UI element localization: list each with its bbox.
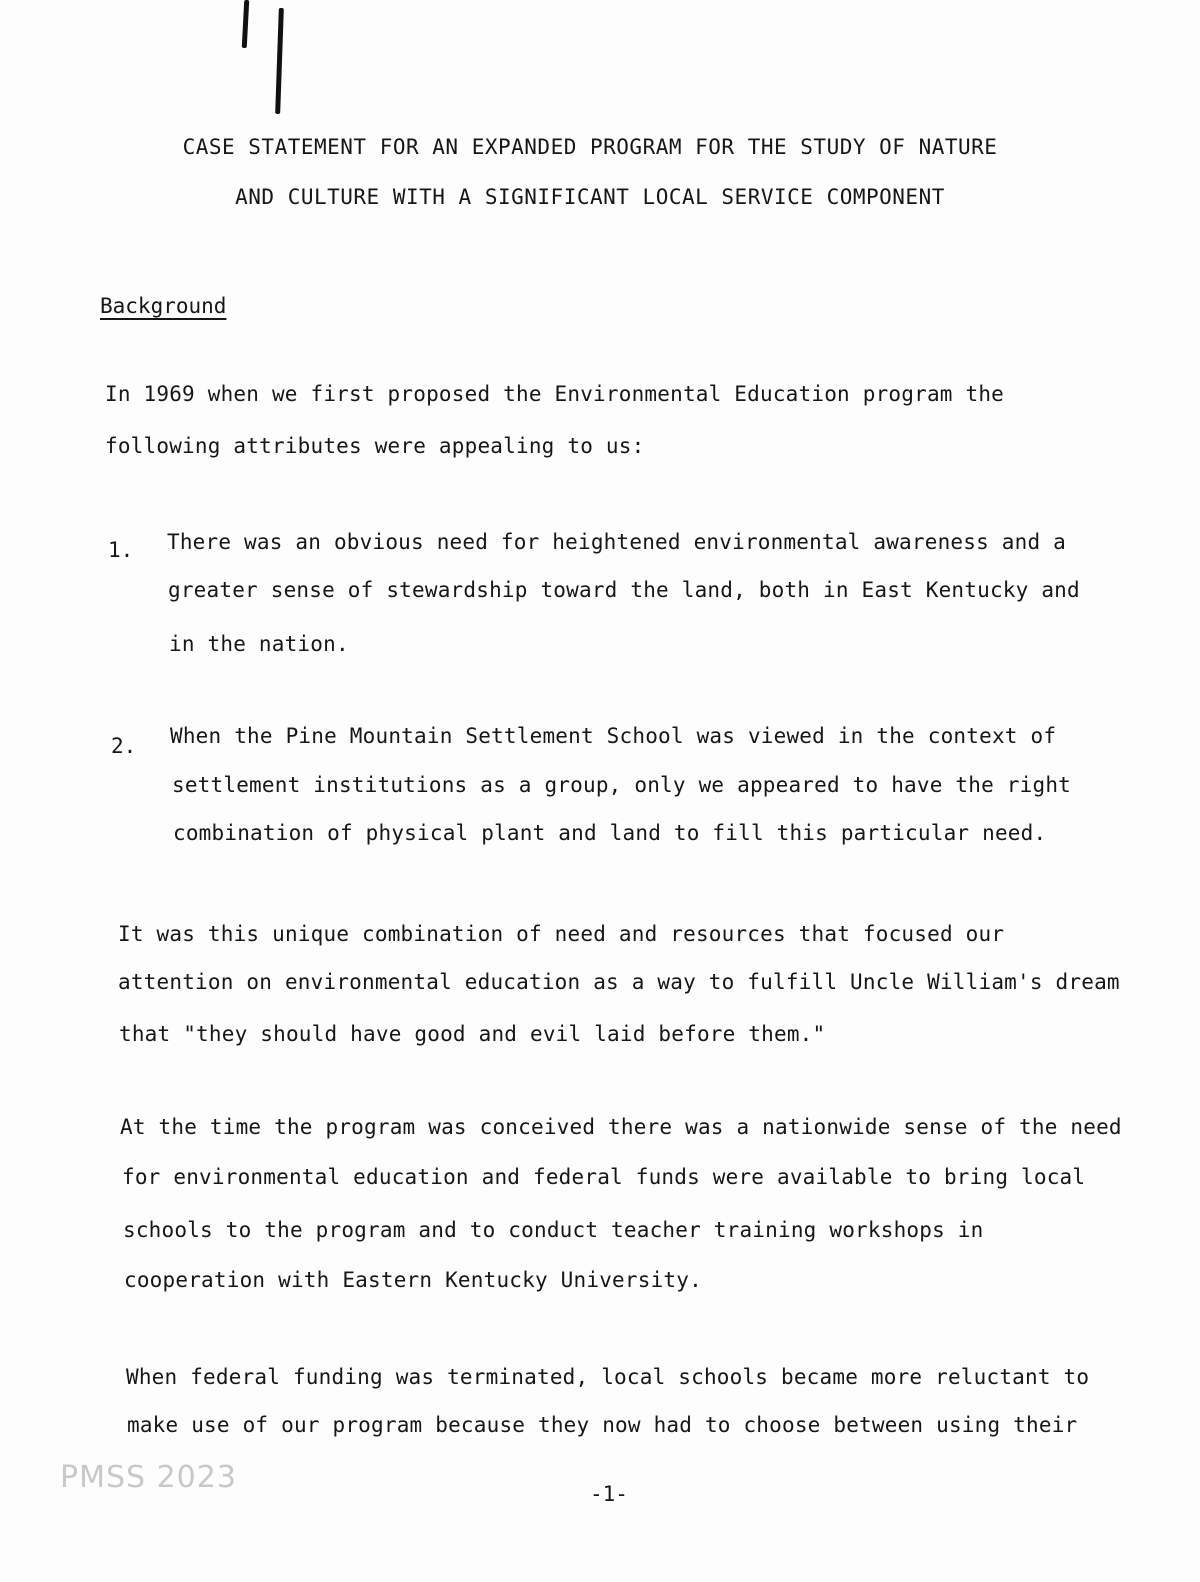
paragraph-line: make use of our program because they now had to choose between using their (127, 1413, 1078, 1437)
pen-mark (242, 0, 250, 48)
document-title-line-1: CASE STATEMENT FOR AN EXPANDED PROGRAM FOR THE STUDY OF NATURE (182, 135, 998, 159)
list-item-number: 1. (108, 538, 134, 562)
intro-line: following attributes were appealing to us: (105, 434, 645, 458)
paragraph-line: cooperation with Eastern Kentucky University. (124, 1268, 702, 1292)
pen-mark (275, 8, 284, 114)
document-title-line-2: AND CULTURE WITH A SIGNIFICANT LOCAL SERVICE COMPONENT (235, 185, 945, 209)
paragraph-line: that "they should have good and evil laid before them." (119, 1022, 826, 1046)
section-heading: Background (100, 294, 227, 318)
paragraph-line: schools to the program and to conduct teacher training workshops in (123, 1218, 984, 1242)
watermark: PMSS 2023 (60, 1460, 237, 1495)
paragraph-line: When federal funding was terminated, local schools became more reluctant to (126, 1365, 1090, 1389)
paragraph-line: for environmental education and federal funds were available to bring local (122, 1165, 1086, 1189)
intro-line: In 1969 when we first proposed the Environmental Education program the (105, 382, 1005, 406)
list-item-number: 2. (111, 734, 137, 758)
list-item-line: When the Pine Mountain Settlement School was viewed in the context of (170, 724, 1057, 748)
list-item-line: settlement institutions as a group, only we appeared to have the right (172, 773, 1072, 797)
list-item-line: combination of physical plant and land to fill this particular need. (173, 821, 1047, 845)
list-item-line: There was an obvious need for heightened environmental awareness and a (167, 530, 1067, 554)
page-number: -1- (590, 1482, 628, 1506)
list-item-line: in the nation. (169, 632, 349, 656)
paragraph-line: At the time the program was conceived there was a nationwide sense of the need (120, 1115, 1122, 1139)
paragraph-line: It was this unique combination of need and resources that focused our (118, 922, 1005, 946)
paragraph-line: attention on environmental education as a way to fulfill Uncle William's dream (118, 970, 1120, 994)
list-item-line: greater sense of stewardship toward the land, both in East Kentucky and (168, 578, 1080, 602)
